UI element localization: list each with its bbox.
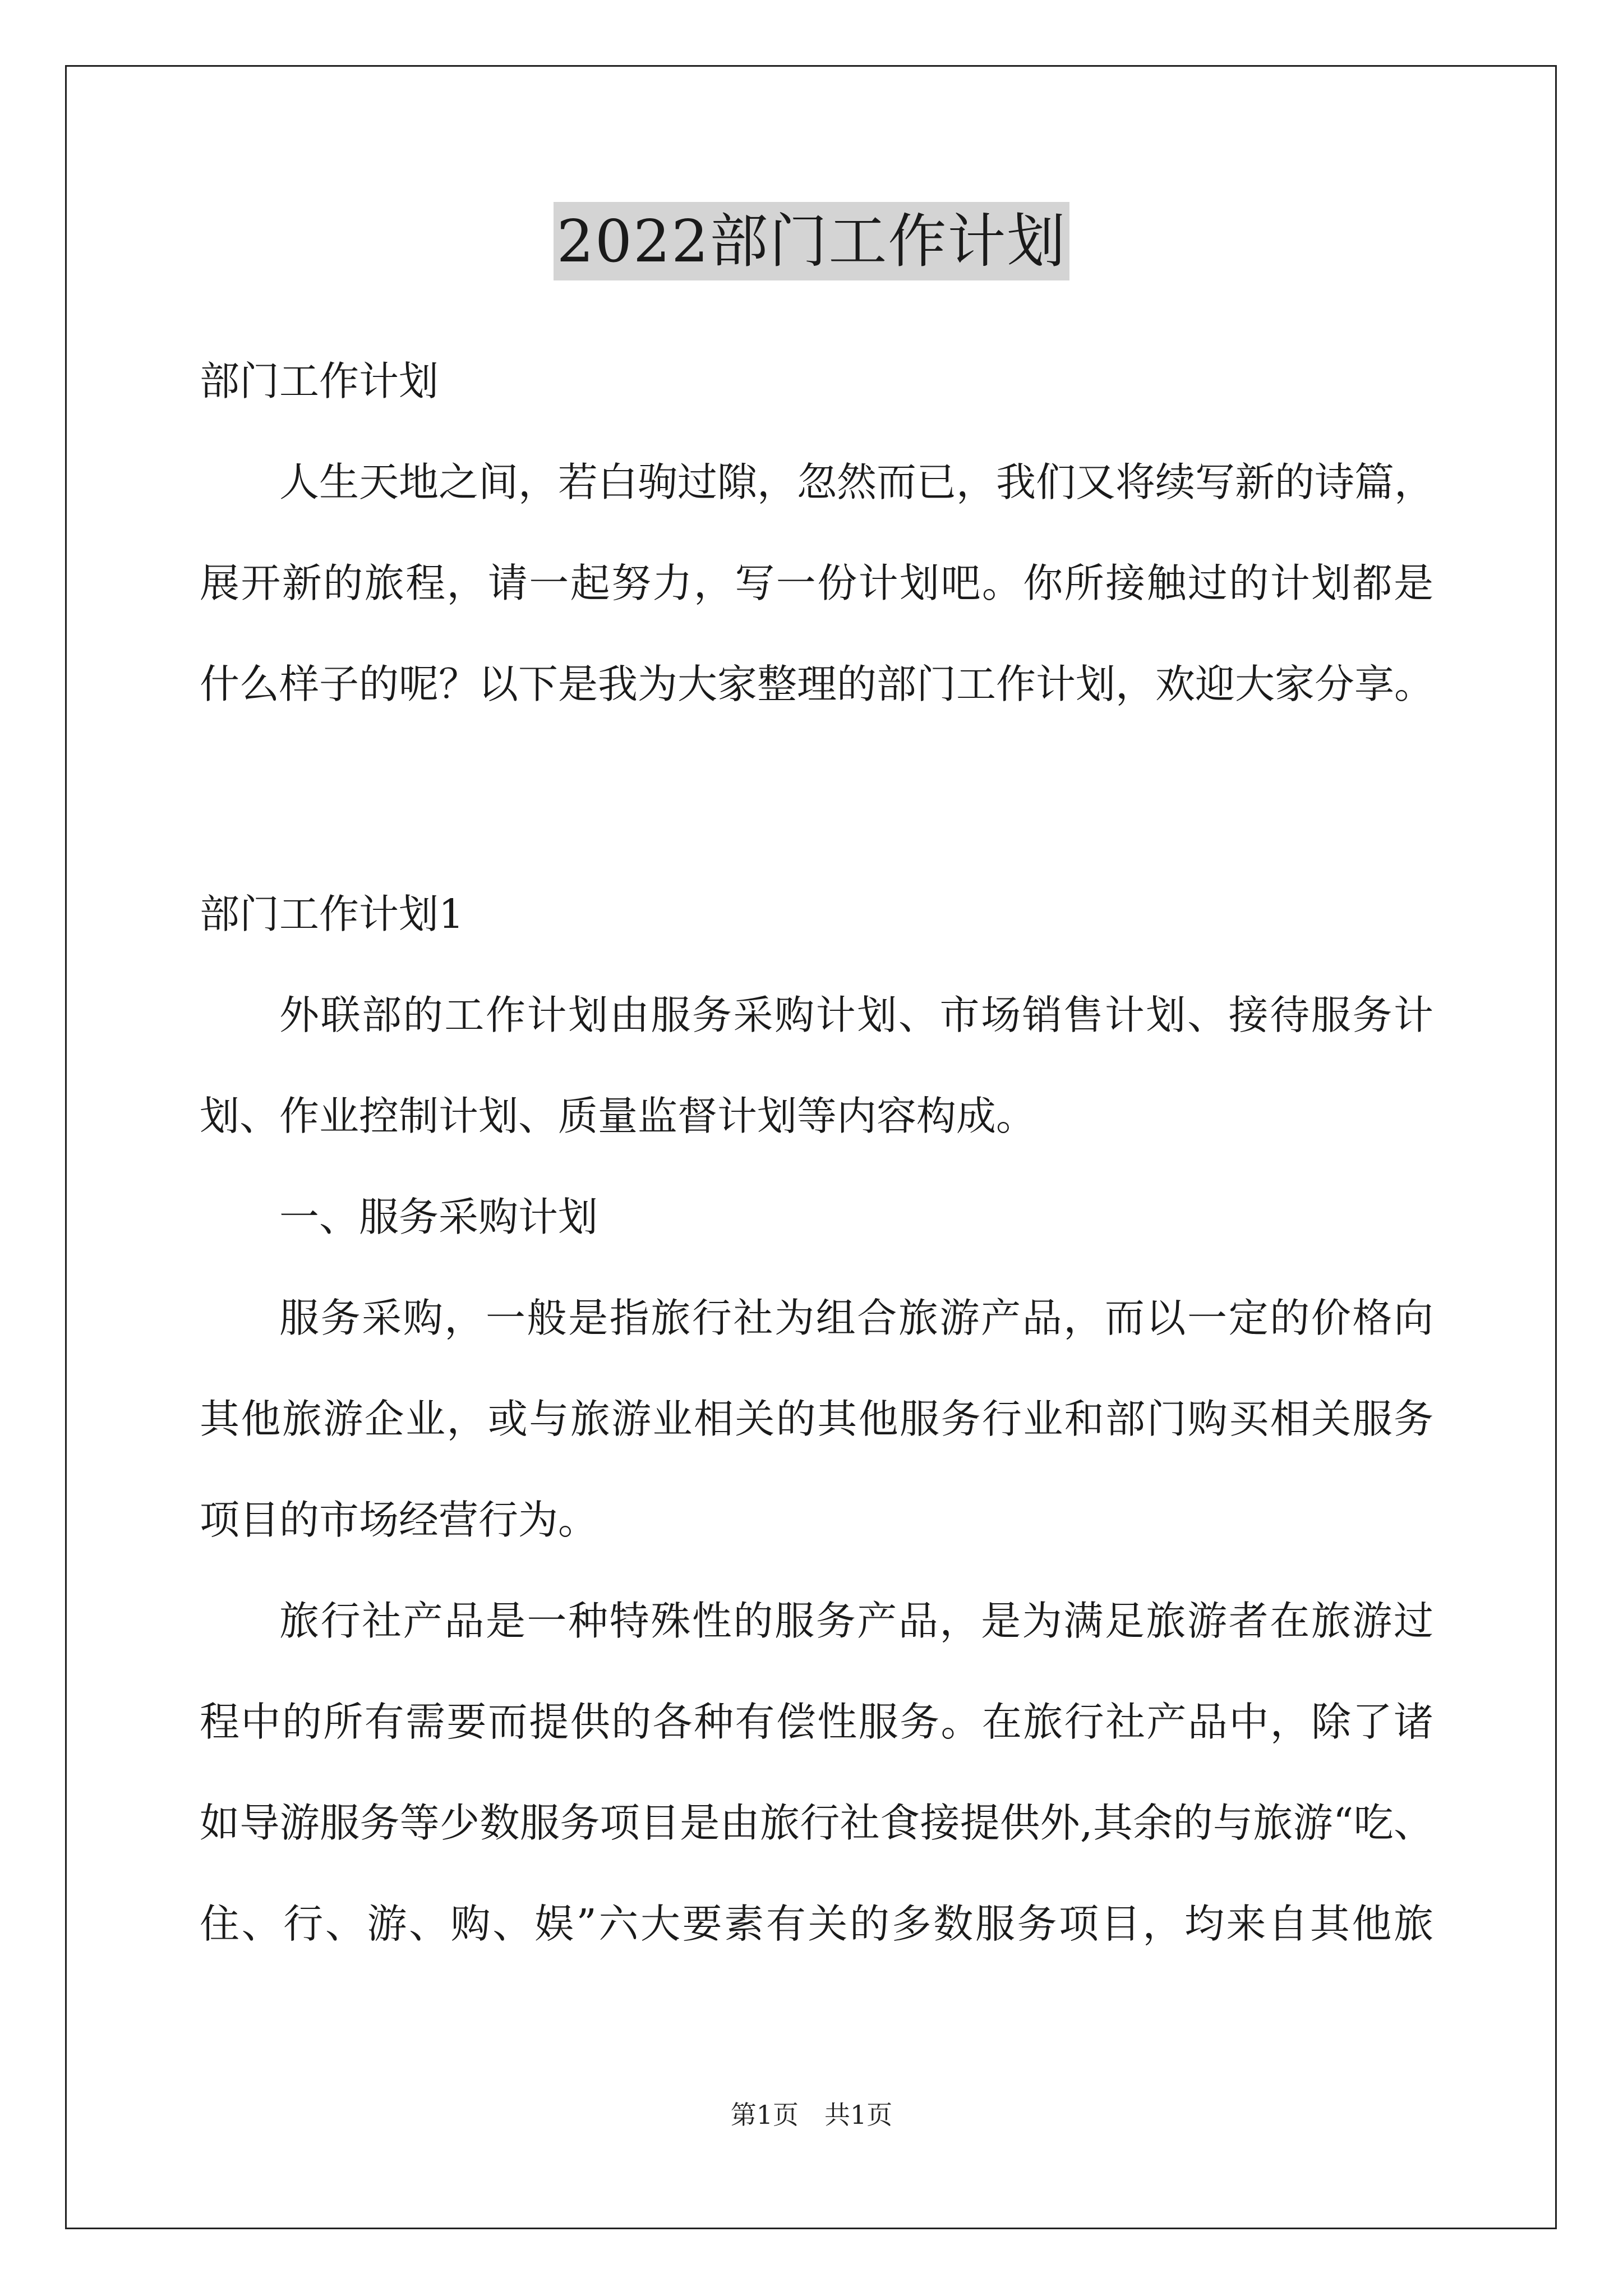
section-heading: 部门工作计划1 [200, 891, 464, 937]
paragraph-line: 人生天地之间，若白驹过隙，忽然而已，我们又将续写新的诗篇， [279, 459, 1435, 505]
paragraph-line: 项目的市场经营行为。 [200, 1497, 598, 1543]
paragraph-line: 服务采购，一般是指旅行社为组合旅游产品，而以一定的价格向 [279, 1295, 1433, 1341]
paragraph-line: 程中的所有需要而提供的各种有偿性服务。在旅行社产品中，除了诸 [200, 1699, 1433, 1745]
document-title: 2022部门工作计划 [554, 202, 1070, 280]
page-footer: 第1页 共1页 [730, 2100, 893, 2130]
paragraph-line: 什么样子的呢？以下是我为大家整理的部门工作计划，欢迎大家分享。 [200, 661, 1435, 707]
paragraph-line: 展开新的旅程，请一起努力，写一份计划吧。你所接触过的计划都是 [200, 560, 1433, 606]
paragraph-line: 旅行社产品是一种特殊性的服务产品，是为满足旅游者在旅游过 [279, 1598, 1433, 1644]
subsection-heading: 一、服务采购计划 [279, 1194, 598, 1240]
title-container [0, 202, 1623, 280]
paragraph-line: 其他旅游企业，或与旅游业相关的其他服务行业和部门购买相关服务 [200, 1396, 1433, 1442]
paragraph-line: 住、行、游、购、娱”六大要素有关的多数服务项目，均来自其他旅 [200, 1901, 1433, 1947]
paragraph-line: 外联部的工作计划由服务采购计划、市场销售计划、接待服务计 [279, 992, 1433, 1038]
paragraph-line: 划、作业控制计划、质量监督计划等内容构成。 [200, 1093, 1036, 1139]
section-heading: 部门工作计划 [200, 358, 439, 404]
paragraph-line: 如导游服务等少数服务项目是由旅行社食接提供外,其余的与旅游“吃、 [200, 1800, 1433, 1846]
